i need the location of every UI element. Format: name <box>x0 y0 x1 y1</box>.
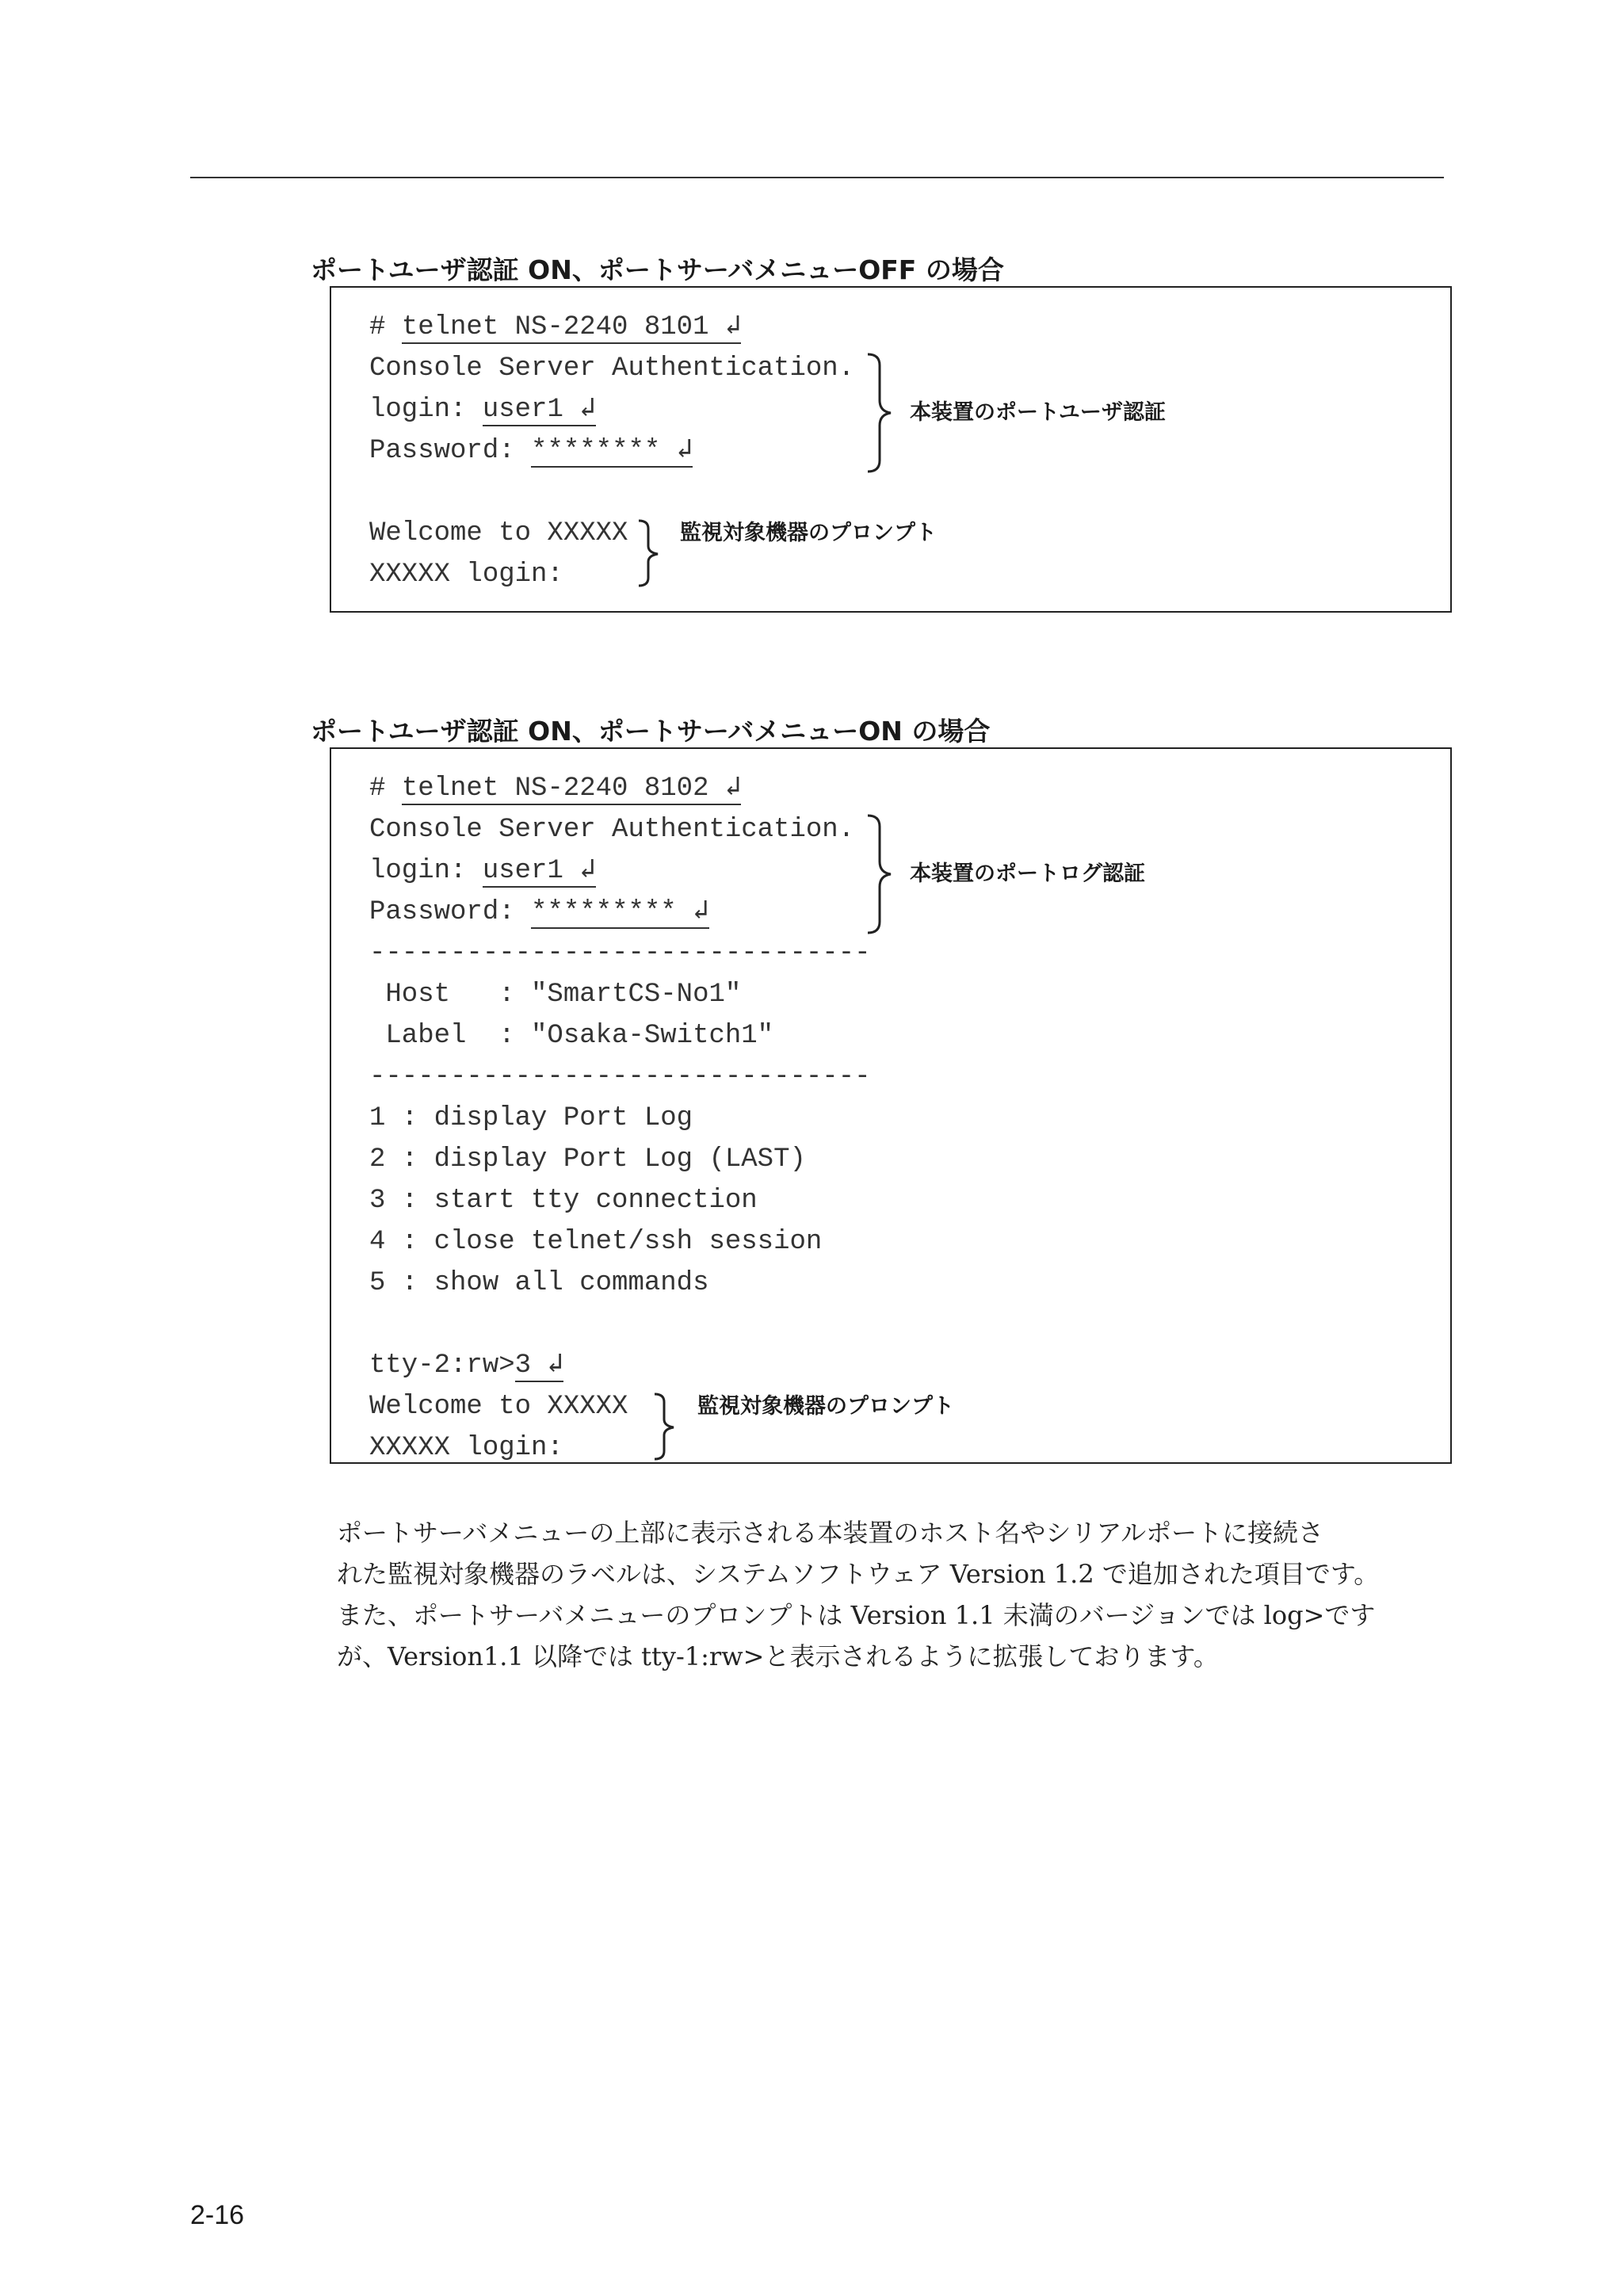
section1-heading: ポートユーザ認証 ON、ポートサーバメニューOFF の場合 <box>311 254 1004 285</box>
menu-item: 2 : display Port Log (LAST) <box>369 1144 806 1175</box>
terminal-line: Welcome to XXXXX <box>369 518 628 548</box>
terminal-line: Console Server Authentication. <box>369 353 855 384</box>
section1-terminal-box <box>330 286 1452 613</box>
terminal-line <box>369 773 741 804</box>
auth-note: 本装置のポートユーザ認証 <box>910 400 1166 425</box>
terminal-line: Console Server Authentication. <box>369 815 855 845</box>
host-line: Host : "SmartCS-No1" <box>369 980 742 1010</box>
section2-heading: ポートユーザ認証 ON、ポートサーバメニューON の場合 <box>311 716 991 747</box>
paragraph-line: また、ポートサーバメニューのプロンプトは Version 1.1 未満のバージョンでは log>です <box>337 1600 1376 1630</box>
terminal-line: XXXXX login: <box>369 560 563 590</box>
right-brace-icon <box>651 1391 683 1462</box>
prompt-text: # <box>369 774 402 804</box>
terminal-line <box>369 311 741 343</box>
paragraph-line: れた監視対象機器のラベルは、システムソフトウェア Version 1.2 で追加された項目です。 <box>337 1559 1380 1589</box>
right-brace-icon <box>864 351 903 475</box>
prompt-text: Password: <box>369 897 532 927</box>
right-brace-icon <box>636 518 667 589</box>
prompt-note: 監視対象機器のプロンプト <box>680 521 937 545</box>
terminal-line <box>369 394 596 426</box>
login-input: user1 ↲ <box>482 395 596 425</box>
password-input: ********* ↲ <box>531 897 709 927</box>
prompt-note: 監視対象機器のプロンプト <box>697 1394 954 1419</box>
separator-line: ------------------------------- <box>369 938 871 968</box>
terminal-line: Welcome to XXXXX <box>369 1392 628 1422</box>
command-input: telnet NS-2240 8101 ↲ <box>401 312 742 342</box>
prompt-text: login: <box>369 856 483 886</box>
auth-note: 本装置のポートログ認証 <box>910 861 1145 886</box>
menu-item: 5 : show all commands <box>369 1268 709 1298</box>
paragraph-line: が、Version1.1 以降では tty-1:rw>と表示されるように拡張しております。 <box>337 1641 1219 1671</box>
page-number: 2-16 <box>190 2200 245 2230</box>
prompt-text: # <box>369 312 402 342</box>
menu-item: 4 : close telnet/ssh session <box>369 1227 823 1257</box>
menu-input: 3 ↲ <box>514 1350 563 1381</box>
explanation-paragraph <box>337 1512 1446 1677</box>
header-rule <box>190 177 1444 178</box>
menu-item: 3 : start tty connection <box>369 1186 758 1216</box>
separator-line: ------------------------------- <box>369 1062 871 1092</box>
label-line: Label : "Osaka-Switch1" <box>369 1021 774 1051</box>
prompt-text: login: <box>369 395 483 425</box>
right-brace-icon <box>864 812 903 936</box>
prompt-text: tty-2:rw> <box>369 1350 515 1381</box>
terminal-line <box>369 855 596 887</box>
section2-terminal-box <box>330 747 1452 1464</box>
terminal-line <box>369 1350 563 1381</box>
command-input: telnet NS-2240 8102 ↲ <box>401 774 742 804</box>
paragraph-line: ポートサーバメニューの上部に表示される本装置のホスト名やシリアルポートに接続さ <box>337 1518 1324 1548</box>
terminal-line <box>369 435 693 467</box>
prompt-text: Password: <box>369 436 532 466</box>
password-input: ******** ↲ <box>531 436 693 466</box>
terminal-line <box>369 896 709 928</box>
terminal-line: XXXXX login: <box>369 1433 563 1463</box>
menu-item: 1 : display Port Log <box>369 1103 693 1133</box>
login-input: user1 ↲ <box>482 856 596 886</box>
